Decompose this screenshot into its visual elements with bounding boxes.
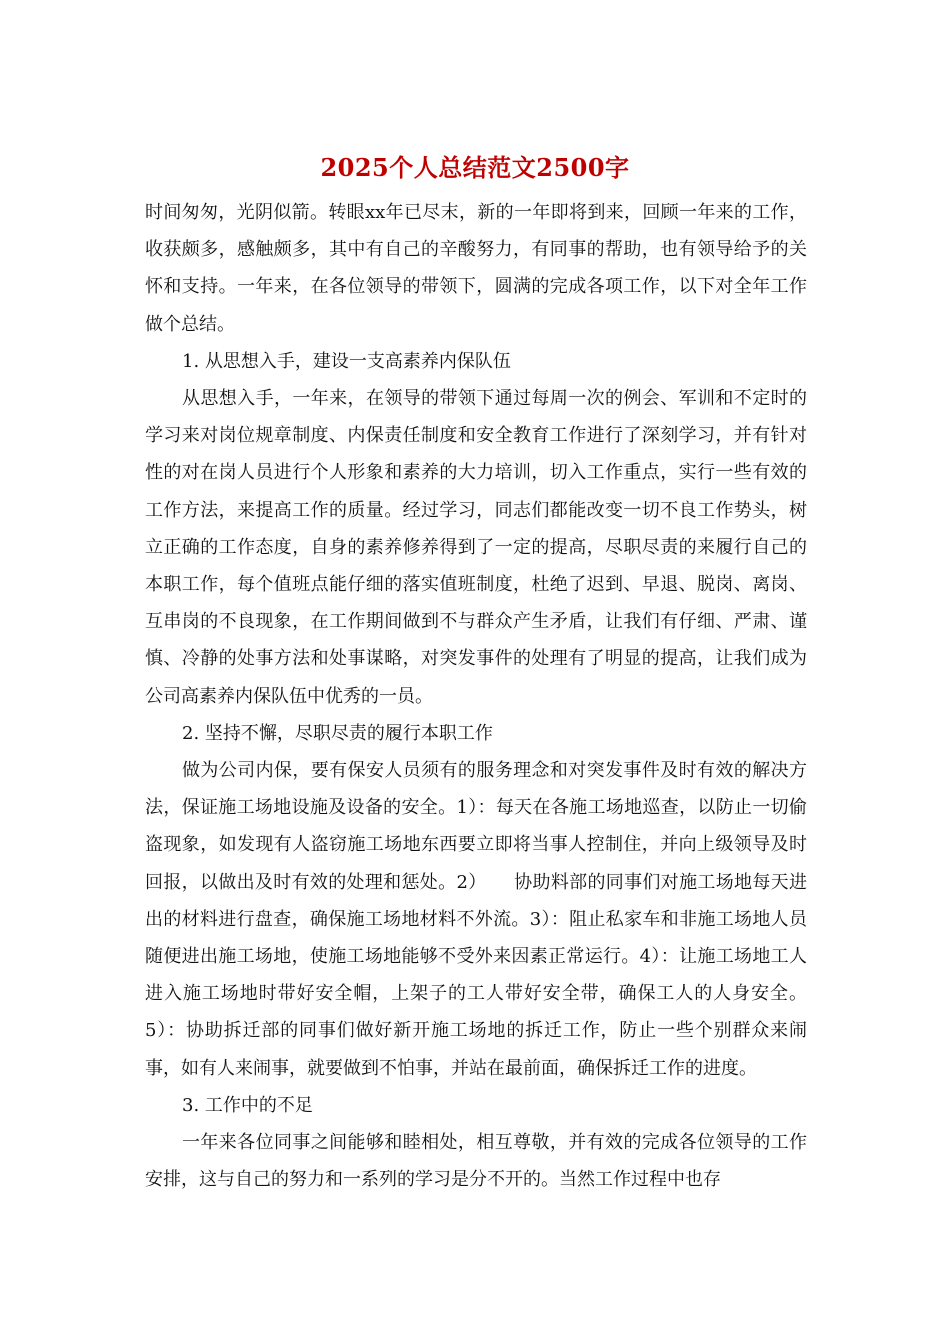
document-title: 2025个人总结范文2500字 bbox=[320, 153, 630, 182]
paragraph-intro: 时间匆匆，光阴似箭。转眼xx年已尽末，新的一年即将到来，回顾一年来的工作，收获颇多，感触颇多，其中有自己的辛酸努力，有同事的帮助，也有领导给予的关怀和支持。一年来，在各位领导的带领下，圆满的完成各项工作，以下对全年工作做个总结。 bbox=[145, 202, 807, 335]
paragraph-section-3: 一年来各位同事之间能够和睦相处，相互尊敬，并有效的完成各位领导的工作安排，这与自己的努力和一系列的学习是分不开的。当然工作过程中也存 bbox=[145, 1132, 807, 1191]
paragraph-section-2: 做为公司内保，要有保安人员须有的服务理念和对突发事件及时有效的解决方法，保证施工场地设施及设备的安全。1）：每天在各施工场地巡查，以防止一切偷盗现象，如发现有人盗窃施工场地东西要立即将当事人控制住，并向上级领导及时回报，以做出及时有效的处理和惩处。2） 协助料部的同事们对施工场地每天进出的材料进行盘查，确保施工场地材料不外流。3）：阻止私家车和非施工场地人员随便进出施工场地，使施工场地能够不受外来因素正常运行。4）：让施工场地工人进入施工场地时带好安全帽，上架子的工人带好安全带，确保工人的人身安全。5）：协助拆迁部的同事们做好新开施工场地的拆迁工作，防止一些个别群众来闹事，如有人来闹事，就要做到不怕事，并站在最前面，确保拆迁工作的进度。 bbox=[145, 760, 807, 1079]
section-heading-2: 2. 坚持不懈，尽职尽责的履行本职工作 bbox=[182, 722, 493, 744]
section-heading-3: 3. 工作中的不足 bbox=[182, 1094, 313, 1116]
document-body bbox=[145, 194, 807, 1198]
paragraph-section-1: 从思想入手，一年来，在领导的带领下通过每周一次的例会、军训和不定时的学习来对岗位规章制度、内保责任制度和安全教育工作进行了深刻学习，并有针对性的对在岗人员进行个人形象和素养的大力培训，切入工作重点，实行一些有效的工作方法，来提高工作的质量。经过学习，同志们都能改变一切不良工作势头，树立正确的工作态度，自身的素养修养得到了一定的提高，尽职尽责的来履行自己的本职工作，每个值班点能仔细的落实值班制度，杜绝了迟到、早退、脱岗、离岗、互串岗的不良现象，在工作期间做到不与群众产生矛盾，让我们有仔细、严肃、谨慎、冷静的处事方法和处事谋略，对突发事件的处理有了明显的提高，让我们成为公司高素养内保队伍中优秀的一员。 bbox=[145, 388, 807, 707]
section-heading-1: 1. 从思想入手，建设一支高素养内保队伍 bbox=[182, 350, 511, 372]
